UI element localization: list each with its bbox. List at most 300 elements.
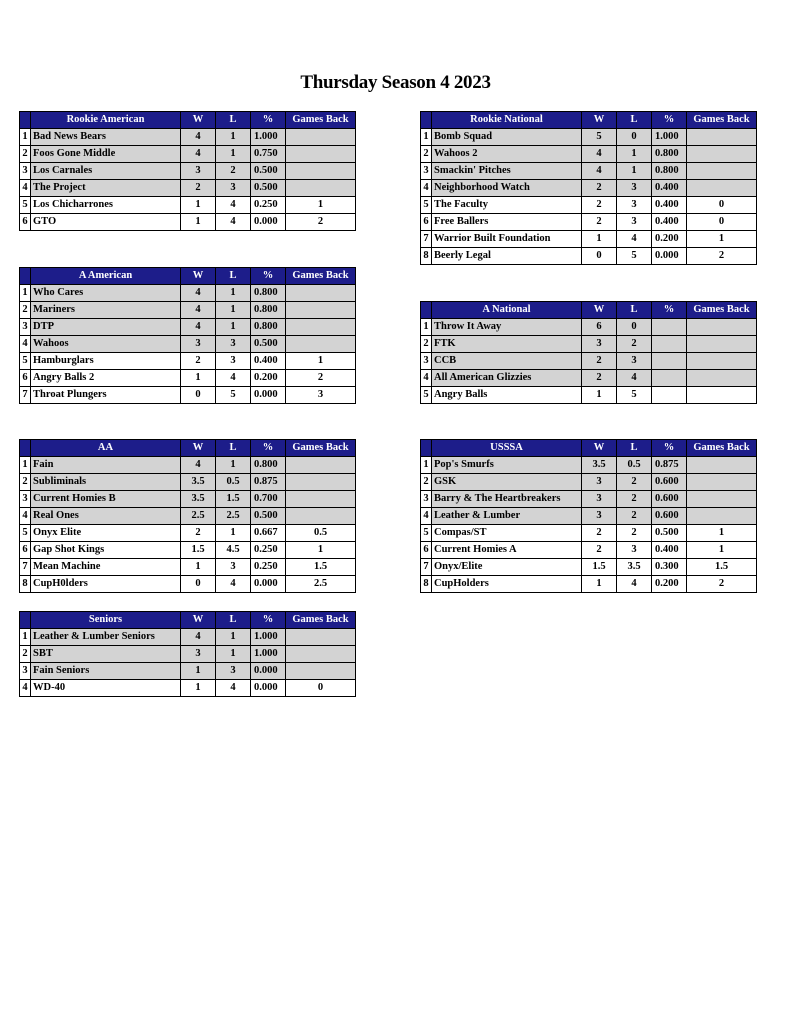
team-name-cell: Angry Balls — [432, 387, 582, 404]
games-back-cell — [687, 508, 757, 525]
rank-cell: 2 — [421, 146, 432, 163]
wins-cell: 3.5 — [181, 474, 216, 491]
table-row — [20, 214, 356, 231]
wins-cell: 2.5 — [181, 508, 216, 525]
games-back-cell — [286, 180, 356, 197]
losses-cell: 5 — [617, 248, 652, 265]
win-pct-cell: 0.000 — [251, 680, 286, 697]
losses-cell: 0.5 — [617, 457, 652, 474]
header-rank — [20, 440, 31, 457]
losses-cell: 1 — [216, 457, 251, 474]
losses-cell: 3 — [617, 197, 652, 214]
losses-cell: 4 — [216, 576, 251, 593]
table-row — [20, 353, 356, 370]
games-back-cell: 1 — [687, 231, 757, 248]
wins-cell: 1 — [181, 559, 216, 576]
games-back-cell — [286, 474, 356, 491]
table-row — [20, 525, 356, 542]
win-pct-cell: 0.000 — [251, 663, 286, 680]
team-name-cell: Mariners — [31, 302, 181, 319]
header-games-back: Games Back — [286, 268, 356, 285]
rank-cell: 1 — [20, 285, 31, 302]
team-name-cell: Free Ballers — [432, 214, 582, 231]
wins-cell: 2 — [181, 353, 216, 370]
win-pct-cell: 0.600 — [652, 508, 687, 525]
win-pct-cell: 0.800 — [251, 302, 286, 319]
table-row — [20, 491, 356, 508]
win-pct-cell: 0.600 — [652, 474, 687, 491]
games-back-cell — [286, 629, 356, 646]
team-name-cell: Smackin' Pitches — [432, 163, 582, 180]
rank-cell: 7 — [20, 387, 31, 404]
rank-cell: 2 — [20, 146, 31, 163]
win-pct-cell: 0.400 — [652, 197, 687, 214]
division-header: A American — [31, 268, 181, 285]
table-row — [20, 474, 356, 491]
table-row — [421, 542, 757, 559]
header-pct: % — [251, 268, 286, 285]
header-l: L — [617, 302, 652, 319]
games-back-cell — [687, 163, 757, 180]
table-row — [421, 248, 757, 265]
table-row — [20, 336, 356, 353]
wins-cell: 2 — [582, 542, 617, 559]
table-row — [421, 491, 757, 508]
losses-cell: 0 — [617, 129, 652, 146]
losses-cell: 2 — [617, 491, 652, 508]
header-w: W — [582, 112, 617, 129]
table-header-row — [20, 440, 356, 457]
games-back-cell: 2 — [286, 370, 356, 387]
rank-cell: 1 — [20, 457, 31, 474]
table-row — [421, 214, 757, 231]
team-name-cell: Mean Machine — [31, 559, 181, 576]
losses-cell: 4 — [216, 680, 251, 697]
team-name-cell: Beerly Legal — [432, 248, 582, 265]
win-pct-cell: 0.750 — [251, 146, 286, 163]
division-header: Seniors — [31, 612, 181, 629]
table-row — [421, 387, 757, 404]
win-pct-cell: 0.500 — [251, 508, 286, 525]
losses-cell: 1 — [216, 146, 251, 163]
win-pct-cell: 0.500 — [652, 525, 687, 542]
team-name-cell: Current Homies B — [31, 491, 181, 508]
wins-cell: 2 — [582, 197, 617, 214]
rank-cell: 8 — [20, 576, 31, 593]
team-name-cell: The Project — [31, 180, 181, 197]
rank-cell: 3 — [20, 663, 31, 680]
losses-cell: 2 — [216, 163, 251, 180]
losses-cell: 3 — [216, 353, 251, 370]
table-row — [421, 525, 757, 542]
header-pct: % — [652, 302, 687, 319]
wins-cell: 1.5 — [582, 559, 617, 576]
rank-cell: 2 — [421, 474, 432, 491]
games-back-cell — [286, 336, 356, 353]
table-row — [20, 180, 356, 197]
wins-cell: 1 — [582, 576, 617, 593]
header-rank — [20, 268, 31, 285]
division-header: AA — [31, 440, 181, 457]
table-row — [20, 285, 356, 302]
win-pct-cell: 0.800 — [652, 163, 687, 180]
team-name-cell: Los Carnales — [31, 163, 181, 180]
table-row — [421, 559, 757, 576]
team-name-cell: Leather & Lumber — [432, 508, 582, 525]
wins-cell: 2 — [582, 180, 617, 197]
rank-cell: 6 — [20, 370, 31, 387]
win-pct-cell: 0.400 — [652, 214, 687, 231]
games-back-cell — [687, 146, 757, 163]
team-name-cell: Onyx/Elite — [432, 559, 582, 576]
games-back-cell: 1 — [687, 525, 757, 542]
team-name-cell: Bomb Squad — [432, 129, 582, 146]
table-row — [20, 680, 356, 697]
team-name-cell: Gap Shot Kings — [31, 542, 181, 559]
games-back-cell — [286, 457, 356, 474]
rank-cell: 1 — [20, 129, 31, 146]
wins-cell: 2 — [582, 370, 617, 387]
games-back-cell: 2 — [286, 214, 356, 231]
header-pct: % — [251, 112, 286, 129]
wins-cell: 4 — [582, 163, 617, 180]
team-name-cell: Throat Plungers — [31, 387, 181, 404]
win-pct-cell: 0.000 — [652, 248, 687, 265]
win-pct-cell: 1.000 — [251, 629, 286, 646]
header-w: W — [181, 440, 216, 457]
rank-cell: 6 — [421, 214, 432, 231]
wins-cell: 3 — [582, 474, 617, 491]
header-rank — [421, 112, 432, 129]
win-pct-cell — [652, 387, 687, 404]
standings-table-rookie-national — [420, 111, 757, 265]
win-pct-cell: 0.000 — [251, 214, 286, 231]
rank-cell: 5 — [421, 197, 432, 214]
rank-cell: 1 — [421, 457, 432, 474]
win-pct-cell: 0.500 — [251, 180, 286, 197]
rank-cell: 4 — [20, 508, 31, 525]
losses-cell: 3 — [617, 180, 652, 197]
standings-table-rookie-american — [19, 111, 356, 231]
win-pct-cell: 0.800 — [251, 457, 286, 474]
header-l: L — [216, 440, 251, 457]
team-name-cell: Pop's Smurfs — [432, 457, 582, 474]
table-row — [421, 231, 757, 248]
rank-cell: 7 — [421, 559, 432, 576]
wins-cell: 5 — [582, 129, 617, 146]
wins-cell: 3 — [181, 163, 216, 180]
team-name-cell: Wahoos — [31, 336, 181, 353]
header-games-back: Games Back — [286, 112, 356, 129]
rank-cell: 5 — [20, 353, 31, 370]
header-rank — [20, 612, 31, 629]
table-row — [20, 508, 356, 525]
losses-cell: 1 — [216, 129, 251, 146]
rank-cell: 6 — [421, 542, 432, 559]
losses-cell: 3 — [216, 559, 251, 576]
win-pct-cell: 0.300 — [652, 559, 687, 576]
games-back-cell — [286, 285, 356, 302]
games-back-cell: 3 — [286, 387, 356, 404]
win-pct-cell: 0.250 — [251, 542, 286, 559]
win-pct-cell — [652, 353, 687, 370]
wins-cell: 4 — [181, 129, 216, 146]
win-pct-cell: 0.875 — [652, 457, 687, 474]
losses-cell: 5 — [617, 387, 652, 404]
losses-cell: 1 — [216, 629, 251, 646]
rank-cell: 4 — [20, 336, 31, 353]
rank-cell: 6 — [20, 542, 31, 559]
table-row — [421, 353, 757, 370]
table-row — [421, 146, 757, 163]
wins-cell: 1 — [582, 231, 617, 248]
games-back-cell — [687, 457, 757, 474]
losses-cell: 3.5 — [617, 559, 652, 576]
wins-cell: 4 — [181, 319, 216, 336]
team-name-cell: Wahoos 2 — [432, 146, 582, 163]
games-back-cell — [286, 129, 356, 146]
wins-cell: 4 — [181, 457, 216, 474]
losses-cell: 4 — [216, 214, 251, 231]
division-header: Rookie American — [31, 112, 181, 129]
table-header-row — [20, 268, 356, 285]
win-pct-cell — [652, 319, 687, 336]
team-name-cell: CCB — [432, 353, 582, 370]
rank-cell: 3 — [20, 163, 31, 180]
table-header-row — [421, 440, 757, 457]
table-row — [20, 163, 356, 180]
header-w: W — [181, 112, 216, 129]
table-row — [421, 129, 757, 146]
losses-cell: 1 — [216, 285, 251, 302]
table-row — [20, 663, 356, 680]
rank-cell: 4 — [421, 508, 432, 525]
table-header-row — [20, 612, 356, 629]
win-pct-cell: 0.200 — [251, 370, 286, 387]
losses-cell: 4 — [216, 197, 251, 214]
losses-cell: 2 — [617, 525, 652, 542]
team-name-cell: Onyx Elite — [31, 525, 181, 542]
table-row — [421, 457, 757, 474]
header-games-back: Games Back — [687, 302, 757, 319]
wins-cell: 0 — [181, 576, 216, 593]
games-back-cell — [687, 370, 757, 387]
table-header-row — [421, 302, 757, 319]
win-pct-cell: 0.200 — [652, 231, 687, 248]
wins-cell: 3 — [582, 508, 617, 525]
games-back-cell — [286, 146, 356, 163]
header-l: L — [617, 112, 652, 129]
table-row — [20, 129, 356, 146]
win-pct-cell: 0.400 — [652, 180, 687, 197]
losses-cell: 2.5 — [216, 508, 251, 525]
header-l: L — [617, 440, 652, 457]
win-pct-cell: 0.600 — [652, 491, 687, 508]
rank-cell: 5 — [20, 525, 31, 542]
standings-table-usssa — [420, 439, 757, 593]
games-back-cell — [687, 336, 757, 353]
standings-table-aa — [19, 439, 356, 593]
win-pct-cell: 0.000 — [251, 387, 286, 404]
header-l: L — [216, 268, 251, 285]
win-pct-cell: 0.250 — [251, 559, 286, 576]
games-back-cell: 1 — [286, 542, 356, 559]
rank-cell: 4 — [20, 680, 31, 697]
wins-cell: 3 — [582, 336, 617, 353]
header-pct: % — [652, 112, 687, 129]
header-rank — [20, 112, 31, 129]
table-row — [421, 474, 757, 491]
header-games-back: Games Back — [687, 112, 757, 129]
games-back-cell: 1.5 — [286, 559, 356, 576]
team-name-cell: Throw It Away — [432, 319, 582, 336]
header-l: L — [216, 112, 251, 129]
wins-cell: 2 — [582, 353, 617, 370]
table-row — [421, 508, 757, 525]
header-pct: % — [652, 440, 687, 457]
games-back-cell: 1.5 — [687, 559, 757, 576]
games-back-cell: 1 — [286, 197, 356, 214]
rank-cell: 5 — [421, 525, 432, 542]
rank-cell: 3 — [20, 319, 31, 336]
wins-cell: 4 — [181, 629, 216, 646]
games-back-cell: 2.5 — [286, 576, 356, 593]
table-row — [20, 302, 356, 319]
team-name-cell: Bad News Bears — [31, 129, 181, 146]
losses-cell: 1 — [216, 646, 251, 663]
games-back-cell: 0 — [687, 197, 757, 214]
wins-cell: 4 — [582, 146, 617, 163]
rank-cell: 3 — [421, 353, 432, 370]
team-name-cell: DTP — [31, 319, 181, 336]
wins-cell: 4 — [181, 302, 216, 319]
games-back-cell — [286, 163, 356, 180]
games-back-cell: 0 — [687, 214, 757, 231]
win-pct-cell — [652, 336, 687, 353]
losses-cell: 2 — [617, 474, 652, 491]
table-row — [20, 457, 356, 474]
table-row — [20, 576, 356, 593]
team-name-cell: The Faculty — [432, 197, 582, 214]
wins-cell: 4 — [181, 146, 216, 163]
rank-cell: 8 — [421, 576, 432, 593]
losses-cell: 1 — [617, 163, 652, 180]
standings-table-a-national — [420, 301, 757, 404]
division-header: A National — [432, 302, 582, 319]
losses-cell: 4 — [617, 370, 652, 387]
team-name-cell: Real Ones — [31, 508, 181, 525]
team-name-cell: GTO — [31, 214, 181, 231]
rank-cell: 8 — [421, 248, 432, 265]
win-pct-cell: 0.500 — [251, 336, 286, 353]
wins-cell: 1 — [181, 370, 216, 387]
division-header: Rookie National — [432, 112, 582, 129]
games-back-cell — [286, 646, 356, 663]
win-pct-cell: 0.400 — [251, 353, 286, 370]
standings-table-seniors — [19, 611, 356, 697]
rank-cell: 2 — [20, 646, 31, 663]
table-row — [20, 370, 356, 387]
wins-cell: 1 — [181, 663, 216, 680]
games-back-cell — [687, 491, 757, 508]
losses-cell: 3 — [617, 353, 652, 370]
win-pct-cell: 0.800 — [652, 146, 687, 163]
win-pct-cell: 0.400 — [652, 542, 687, 559]
table-row — [421, 163, 757, 180]
team-name-cell: All American Glizzies — [432, 370, 582, 387]
rank-cell: 5 — [421, 387, 432, 404]
header-w: W — [582, 440, 617, 457]
team-name-cell: Hamburglars — [31, 353, 181, 370]
wins-cell: 2 — [181, 525, 216, 542]
page-title: Thursday Season 4 2023 — [300, 72, 491, 93]
team-name-cell: Current Homies A — [432, 542, 582, 559]
losses-cell: 1 — [216, 302, 251, 319]
rank-cell: 1 — [421, 129, 432, 146]
win-pct-cell: 0.250 — [251, 197, 286, 214]
games-back-cell — [687, 353, 757, 370]
games-back-cell: 1 — [286, 353, 356, 370]
header-games-back: Games Back — [687, 440, 757, 457]
wins-cell: 3 — [582, 491, 617, 508]
rank-cell: 3 — [421, 491, 432, 508]
win-pct-cell: 1.000 — [251, 646, 286, 663]
header-pct: % — [251, 612, 286, 629]
wins-cell: 3.5 — [582, 457, 617, 474]
rank-cell: 4 — [20, 180, 31, 197]
losses-cell: 1 — [216, 319, 251, 336]
rank-cell: 3 — [421, 163, 432, 180]
wins-cell: 3 — [181, 646, 216, 663]
table-row — [421, 576, 757, 593]
team-name-cell: Los Chicharrones — [31, 197, 181, 214]
wins-cell: 3.5 — [181, 491, 216, 508]
win-pct-cell: 0.800 — [251, 285, 286, 302]
wins-cell: 1 — [582, 387, 617, 404]
table-row — [421, 180, 757, 197]
games-back-cell — [687, 319, 757, 336]
rank-cell: 5 — [20, 197, 31, 214]
team-name-cell: Leather & Lumber Seniors — [31, 629, 181, 646]
losses-cell: 5 — [216, 387, 251, 404]
rank-cell: 6 — [20, 214, 31, 231]
losses-cell: 4.5 — [216, 542, 251, 559]
division-header: USSSA — [432, 440, 582, 457]
header-w: W — [181, 612, 216, 629]
losses-cell: 2 — [617, 508, 652, 525]
games-back-cell — [687, 474, 757, 491]
header-rank — [421, 440, 432, 457]
losses-cell: 0 — [617, 319, 652, 336]
table-row — [20, 387, 356, 404]
losses-cell: 4 — [216, 370, 251, 387]
wins-cell: 6 — [582, 319, 617, 336]
win-pct-cell: 0.667 — [251, 525, 286, 542]
team-name-cell: Neighborhood Watch — [432, 180, 582, 197]
wins-cell: 0 — [181, 387, 216, 404]
losses-cell: 3 — [216, 180, 251, 197]
table-header-row — [421, 112, 757, 129]
rank-cell: 2 — [20, 302, 31, 319]
table-row — [20, 542, 356, 559]
games-back-cell: 2 — [687, 576, 757, 593]
header-w: W — [582, 302, 617, 319]
team-name-cell: Subliminals — [31, 474, 181, 491]
losses-cell: 1 — [617, 146, 652, 163]
wins-cell: 1 — [181, 214, 216, 231]
rank-cell: 7 — [421, 231, 432, 248]
rank-cell: 4 — [421, 180, 432, 197]
